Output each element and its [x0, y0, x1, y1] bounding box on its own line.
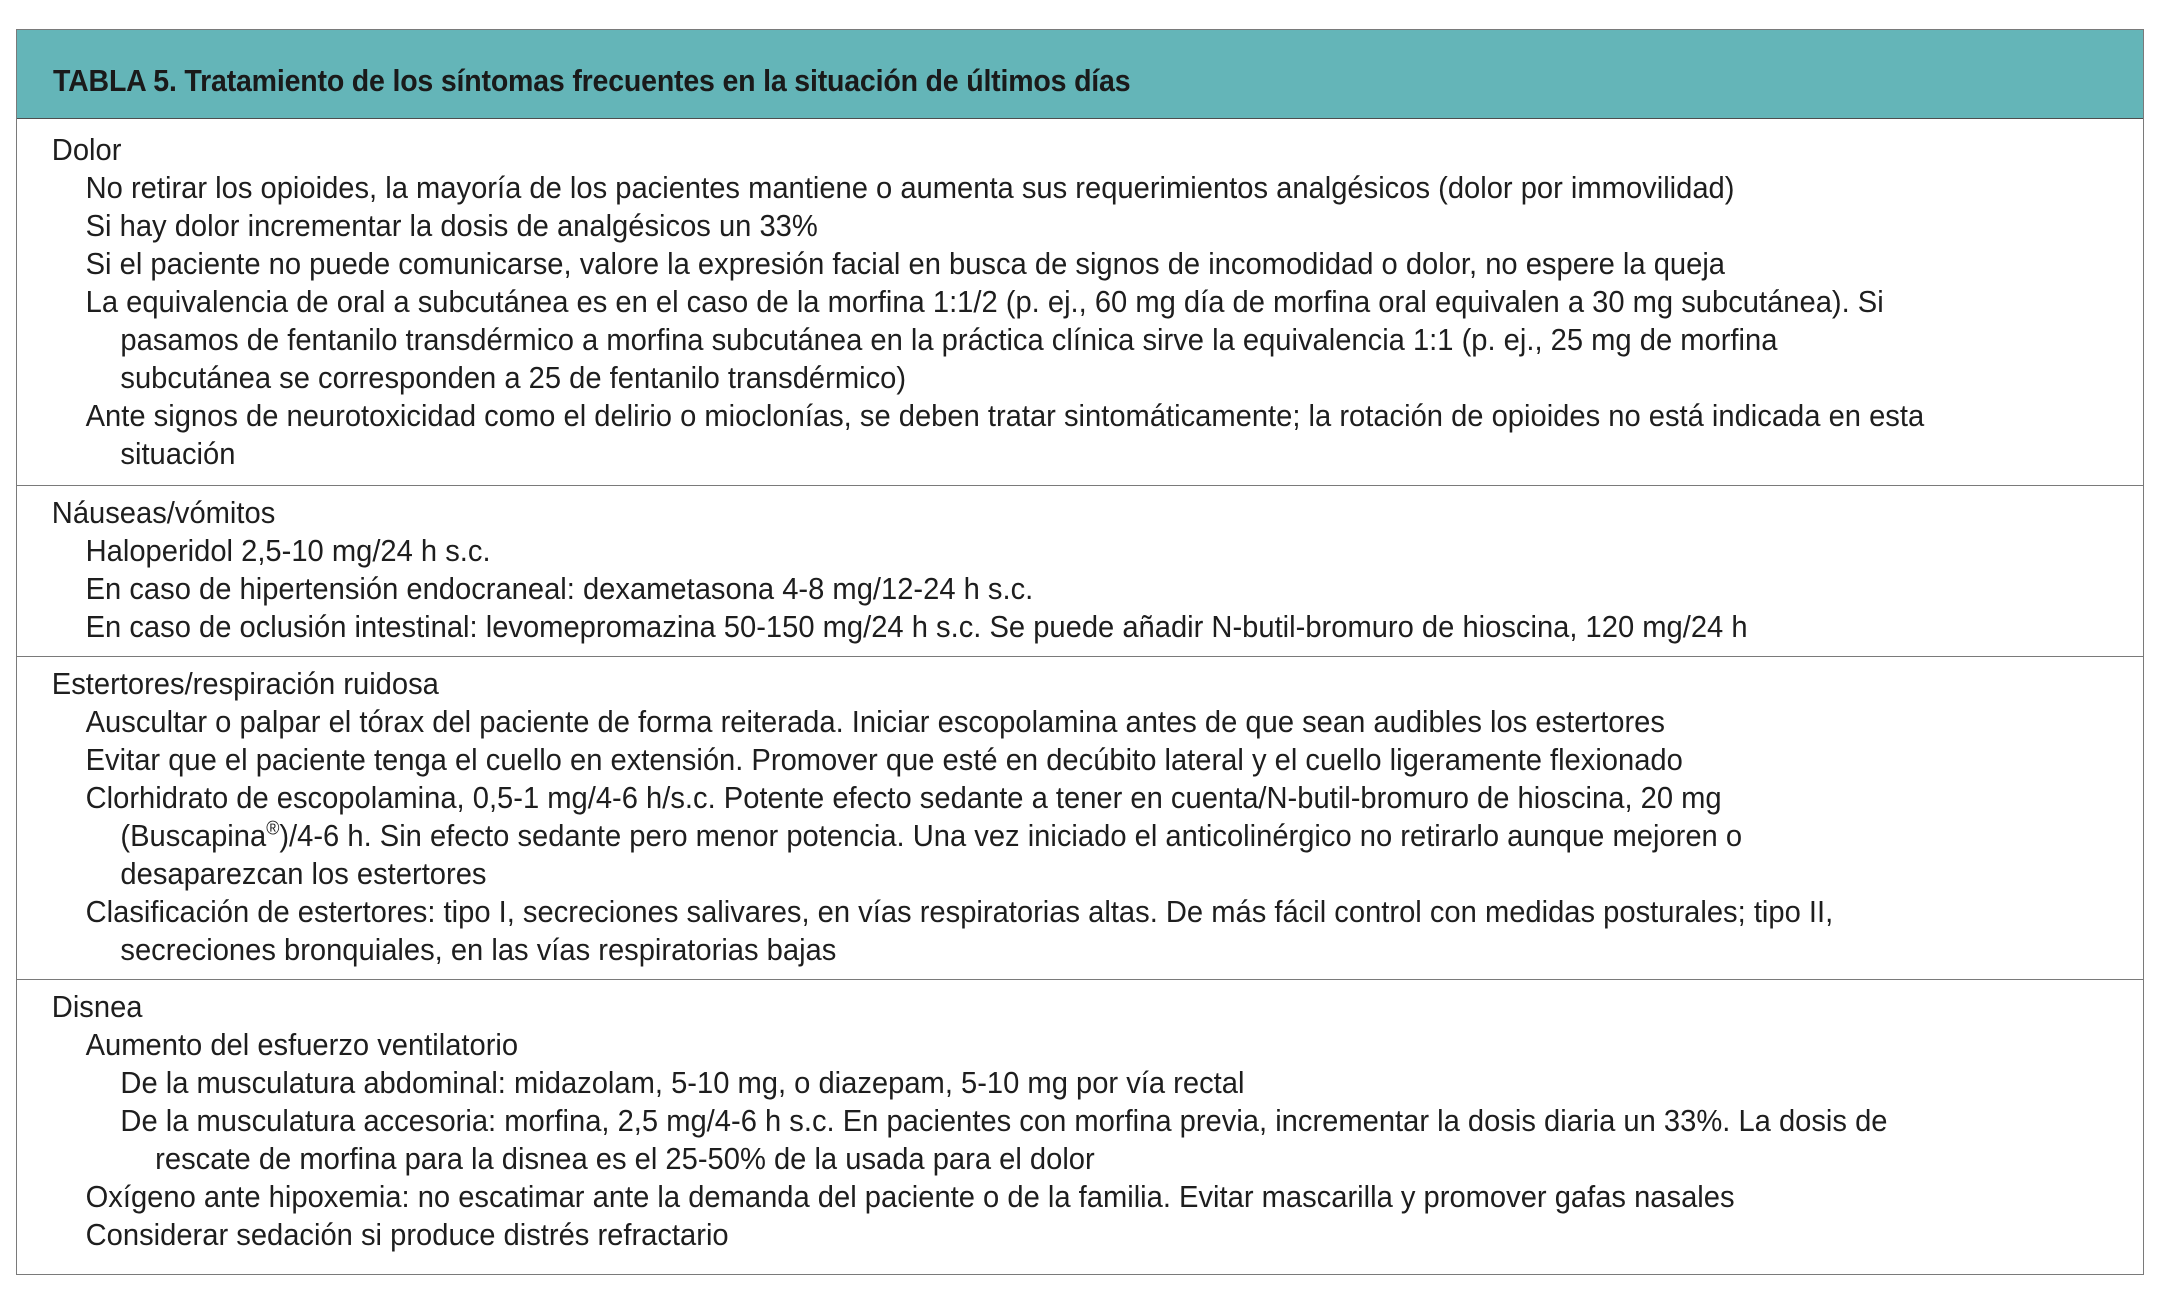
item-text: De la musculatura accesoria: morfina, 2,5 mg/4-6 h s.c. En pacientes con morfina previa, incrementar la dosis diaria un 33%. La dosis de	[120, 1103, 1888, 1138]
list-item	[17, 207, 2015, 245]
item-text-continued: secreciones bronquiales, en las vías respiratorias bajas	[120, 932, 837, 967]
table-frame	[16, 29, 2144, 1275]
list-item	[17, 703, 2015, 741]
item-text: Ante signos de neurotoxicidad como el delirio o mioclonías, se deben tratar sintomáticamente; la rotación de opioides no está indicada en esta	[85, 398, 1925, 433]
list-item	[17, 532, 2015, 570]
list-item	[17, 397, 2015, 473]
item-text: En caso de hipertensión endocraneal: dexametasona 4-8 mg/12-24 h s.c.	[85, 571, 1034, 606]
item-text: Clorhidrato de escopolamina, 0,5-1 mg/4-6 h/s.c. Potente efecto sedante a tener en cuenta/N-butil-bromuro de hioscina, 20 mg	[85, 780, 1722, 815]
item-text: Auscultar o palpar el tórax del paciente de forma reiterada. Iniciar escopolamina antes de que sean audibles los estertores	[85, 704, 1665, 739]
table-header	[17, 30, 2143, 119]
item-text-continued: subcutánea se corresponden a 25 de fentanilo transdérmico)	[120, 360, 907, 395]
list-item	[17, 570, 2015, 608]
list-item	[17, 741, 2015, 779]
item-text-part: (Buscapina	[120, 818, 267, 853]
item-text: De la musculatura abdominal: midazolam, 5-10 mg, o diazepam, 5-10 mg por vía rectal	[120, 1065, 1245, 1100]
item-text: Clasificación de estertores: tipo I, secreciones salivares, en vías respiratorias altas. De más fácil control con medidas posturales; tipo II,	[85, 894, 1834, 929]
list-item	[17, 245, 2015, 283]
list-subitem	[17, 1102, 2015, 1178]
list-item	[17, 608, 2015, 646]
list-item	[17, 283, 2015, 397]
list-subitem	[17, 1064, 2015, 1102]
item-text: Considerar sedación si produce distrés refractario	[85, 1217, 729, 1252]
item-text-continued: desaparezcan los estertores	[120, 856, 487, 891]
item-text: En caso de oclusión intestinal: levomepromazina 50-150 mg/24 h s.c. Se puede añadir N-butil-bromuro de hioscina, 120 mg/24 h	[85, 609, 1748, 644]
item-text: La equivalencia de oral a subcutánea es en el caso de la morfina 1:1/2 (p. ej., 60 mg día de morfina oral equivalen a 30 mg subcutánea). Si	[85, 284, 1884, 319]
item-text: Haloperidol 2,5-10 mg/24 h s.c.	[85, 533, 491, 568]
table-title: TABLA 5. Tratamiento de los síntomas frecuentes en la situación de últimos días	[53, 63, 1131, 98]
section-title: Disnea	[51, 989, 143, 1024]
list-item	[17, 779, 2015, 893]
list-item	[17, 893, 2015, 969]
item-text-continued: pasamos de fentanilo transdérmico a morfina subcutánea en la práctica clínica sirve la equivalencia 1:1 (p. ej., 25 mg de morfina	[120, 322, 1778, 357]
registered-mark: ®	[266, 818, 280, 840]
list-item	[17, 169, 2015, 207]
item-text: No retirar los opioides, la mayoría de los pacientes mantiene o aumenta sus requerimientos analgésicos (dolor por immovilidad)	[85, 170, 1735, 205]
item-text-part: )/4-6 h. Sin efecto sedante pero menor potencia. Una vez iniciado el anticolinérgico no retirarlo aunque mejoren o	[279, 818, 1743, 853]
item-text: Si el paciente no puede comunicarse, valore la expresión facial en busca de signos de incomodidad o dolor, no espere la queja	[85, 246, 1726, 281]
list-item	[17, 1216, 2015, 1254]
item-text: Aumento del esfuerzo ventilatorio	[85, 1027, 519, 1062]
list-item	[17, 1026, 2015, 1064]
section-dolor	[17, 119, 2143, 486]
section-title: Náuseas/vómitos	[51, 495, 276, 530]
item-text-continued	[86, 817, 2016, 855]
section-estertores	[17, 657, 2143, 980]
list-item	[17, 1178, 2015, 1216]
section-title: Estertores/respiración ruidosa	[51, 666, 439, 701]
item-text: Evitar que el paciente tenga el cuello en extensión. Promover que esté en decúbito lateral y el cuello ligeramente flexionado	[85, 742, 1683, 777]
item-text-continued: rescate de morfina para la disnea es el 25-50% de la usada para el dolor	[155, 1141, 1095, 1176]
section-title: Dolor	[51, 132, 122, 167]
item-text: Oxígeno ante hipoxemia: no escatimar ante la demanda del paciente o de la familia. Evitar mascarilla y promover gafas nasales	[85, 1179, 1735, 1214]
item-text: Si hay dolor incrementar la dosis de analgésicos un 33%	[85, 208, 818, 243]
section-disnea	[17, 980, 2143, 1266]
section-nauseas	[17, 486, 2143, 657]
table-body	[17, 119, 2143, 1266]
item-text-continued: situación	[120, 436, 236, 471]
